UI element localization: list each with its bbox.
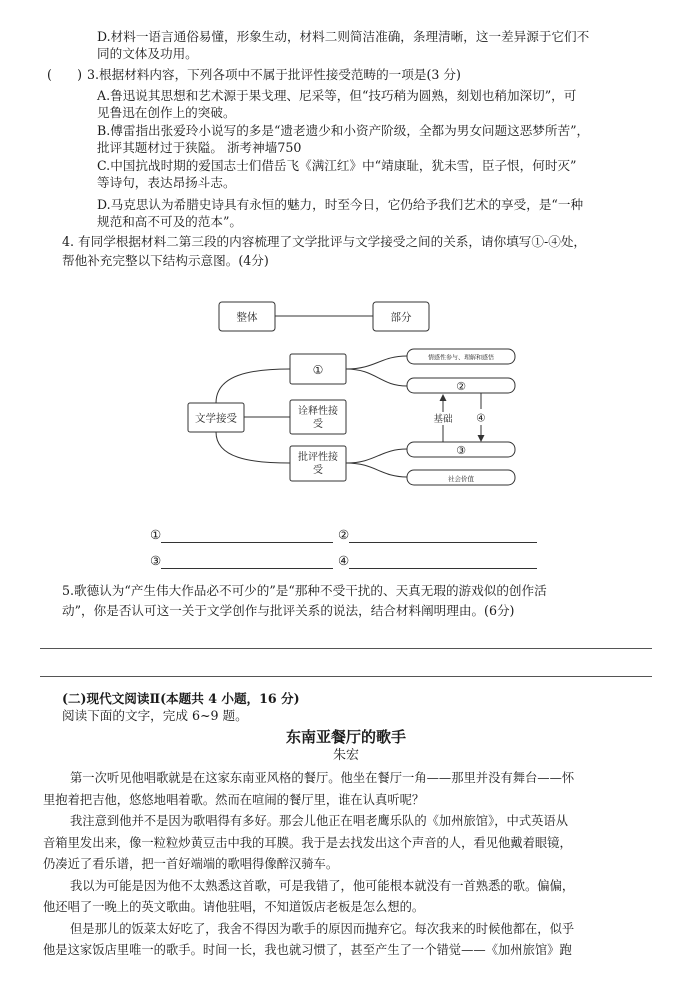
q5-stem-line1: 5.歌德认为“产生伟大作品必不可少的”是“那种不受干扰的、天真无瑕的游戏似的创作活 xyxy=(62,583,547,598)
emotion-label: 情感性参与、理解和感悟 xyxy=(427,354,495,362)
story-p2-line2: 音箱里发出来，像一粒粒炒黄豆击中我的耳膜。我于是去找发出这个声音的人，看见他戴着眼镜， xyxy=(43,836,572,850)
whole-label: 整体 xyxy=(236,311,258,324)
q3-answer-paren[interactable]: ( ) xyxy=(47,67,83,82)
answer-number-4: ④ xyxy=(338,553,350,568)
story-p3-line1: 我以为可能是因为他不太熟悉这首歌，可是我错了，他可能根本就没有一首熟悉的歌。偏偏， xyxy=(70,879,575,893)
slot3-marker: ③ xyxy=(456,444,466,457)
literary-acceptance-label: 文学接受 xyxy=(195,412,237,425)
story-p2-line1: 我注意到他并不是因为歌唱得有多好。那会儿他正在唱老鹰乐队的《加州旅馆》，中式英语从 xyxy=(70,814,569,828)
social-value-label: 社会价值 xyxy=(448,475,474,483)
story-p4-line2: 他是这家饭店里唯一的歌手。时间一长，我也就习惯了，甚至产生了一个错觉——《加州旅馆》跑 xyxy=(43,943,572,957)
q3-prev-option-d-line2: 同的文体及功用。 xyxy=(97,46,198,61)
link-acceptance-critical xyxy=(216,432,290,463)
answer-number-3: ③ xyxy=(150,553,162,568)
basis-label: 基础 xyxy=(433,414,453,425)
story-p2-line3: 仍凑近了看乐谱，把一首好端端的歌唱得像醉汉骑车。 xyxy=(43,857,339,871)
story-p4-line1: 但是那儿的饭菜太好吃了，我舍不得因为歌手的原因而抛弃它。每次我来的时候他都在，似乎 xyxy=(70,922,575,936)
q5-answer-line-2[interactable] xyxy=(40,676,652,677)
q3-option-d-line2: 规范和高不可及的范本”。 xyxy=(97,214,242,229)
q3-option-c-line2: 等诗句，表达昂扬斗志。 xyxy=(97,175,236,190)
story-author: 朱宏 xyxy=(332,748,359,763)
q3-option-b-line2: 批评其题材过于狭隘。 浙考神墙750 xyxy=(97,140,302,155)
link-acceptance-slot1 xyxy=(216,369,290,403)
q3-option-b-line1: B.傅雷指出张爱玲小说写的多是“遗老遗少和小资产阶级，全都为男女问题这恶梦所苦”， xyxy=(97,123,590,138)
answer-number-2: ② xyxy=(338,527,350,542)
q3-option-a-line2: 见鲁迅在创作上的突破。 xyxy=(97,105,236,120)
section2-heading: (二)现代文阅读Ⅱ(本题共 4 小题，16 分) xyxy=(62,691,300,706)
q3-option-d-line1: D.马克思认为希腊史诗具有永恒的魅力，时至今日，它仍给予我们艺术的享受，是“一种 xyxy=(97,197,584,212)
section2-instruction: 阅读下面的文字，完成 6~9 题。 xyxy=(62,708,248,723)
slot2-marker: ② xyxy=(456,380,466,393)
q4-stem-line1: 4. 有同学根据材料二第三段的内容梳理了文学批评与文学接受之间的关系，请你填写①-④处， xyxy=(62,234,587,249)
answer-blank-3[interactable] xyxy=(150,552,333,569)
answer-blank-4[interactable] xyxy=(338,552,537,569)
slot1-marker: ① xyxy=(312,363,324,377)
answer-blank-2[interactable] xyxy=(338,526,537,543)
slot4-marker: ④ xyxy=(476,412,486,425)
critical-label-line2: 受 xyxy=(313,465,323,476)
q3-prev-option-d-line1: D.材料一语言通俗易懂，形象生动，材料二则简洁准确，条理清晰，这一差异源于它们不 xyxy=(97,29,590,44)
answer-blank-1[interactable] xyxy=(150,526,333,543)
story-p3-line2: 他还唱了一晚上的英文歌曲。请他驻唱，不知道饭店老板是怎么想的。 xyxy=(43,900,425,914)
q3-option-c-line1: C.中国抗战时期的爱国志士们借岳飞《满江红》中“靖康耻，犹未雪，臣子恨，何时灭” xyxy=(97,158,577,173)
q3-stem: 3.根据材料内容，下列各项中不属于批评性接受范畴的一项是(3 分) xyxy=(87,67,461,82)
q5-stem-line2: 动”，你是否认可这一关于文学创作与批评关系的说法，结合材料阐明理由。(6分) xyxy=(62,603,515,618)
answer-number-1: ① xyxy=(150,527,162,542)
critical-label-line1: 批评性接 xyxy=(298,452,338,463)
interpretive-label-line1: 诠释性接 xyxy=(298,406,338,417)
story-title: 东南亚餐厅的歌手 xyxy=(285,728,406,746)
story-p1-line2: 里抱着把吉他，悠悠地唱着歌。然而在喧闹的餐厅里，谁在认真听呢？ xyxy=(43,793,425,807)
q5-answer-line-1[interactable] xyxy=(40,648,652,649)
q4-stem-line2: 帮他补充完整以下结构示意图。(4分) xyxy=(62,253,269,268)
part-label: 部分 xyxy=(390,311,412,324)
q3-option-a-line1: A.鲁迅说其思想和艺术源于果戈理、尼采等，但“技巧稍为圆熟，刻划也稍加深切”，可 xyxy=(97,88,577,103)
interpretive-label-line2: 受 xyxy=(313,419,323,430)
story-p1-line1: 第一次听见他唱歌就是在这家东南亚风格的餐厅。他坐在餐厅一角——那里并没有舞台——怀 xyxy=(70,771,575,785)
